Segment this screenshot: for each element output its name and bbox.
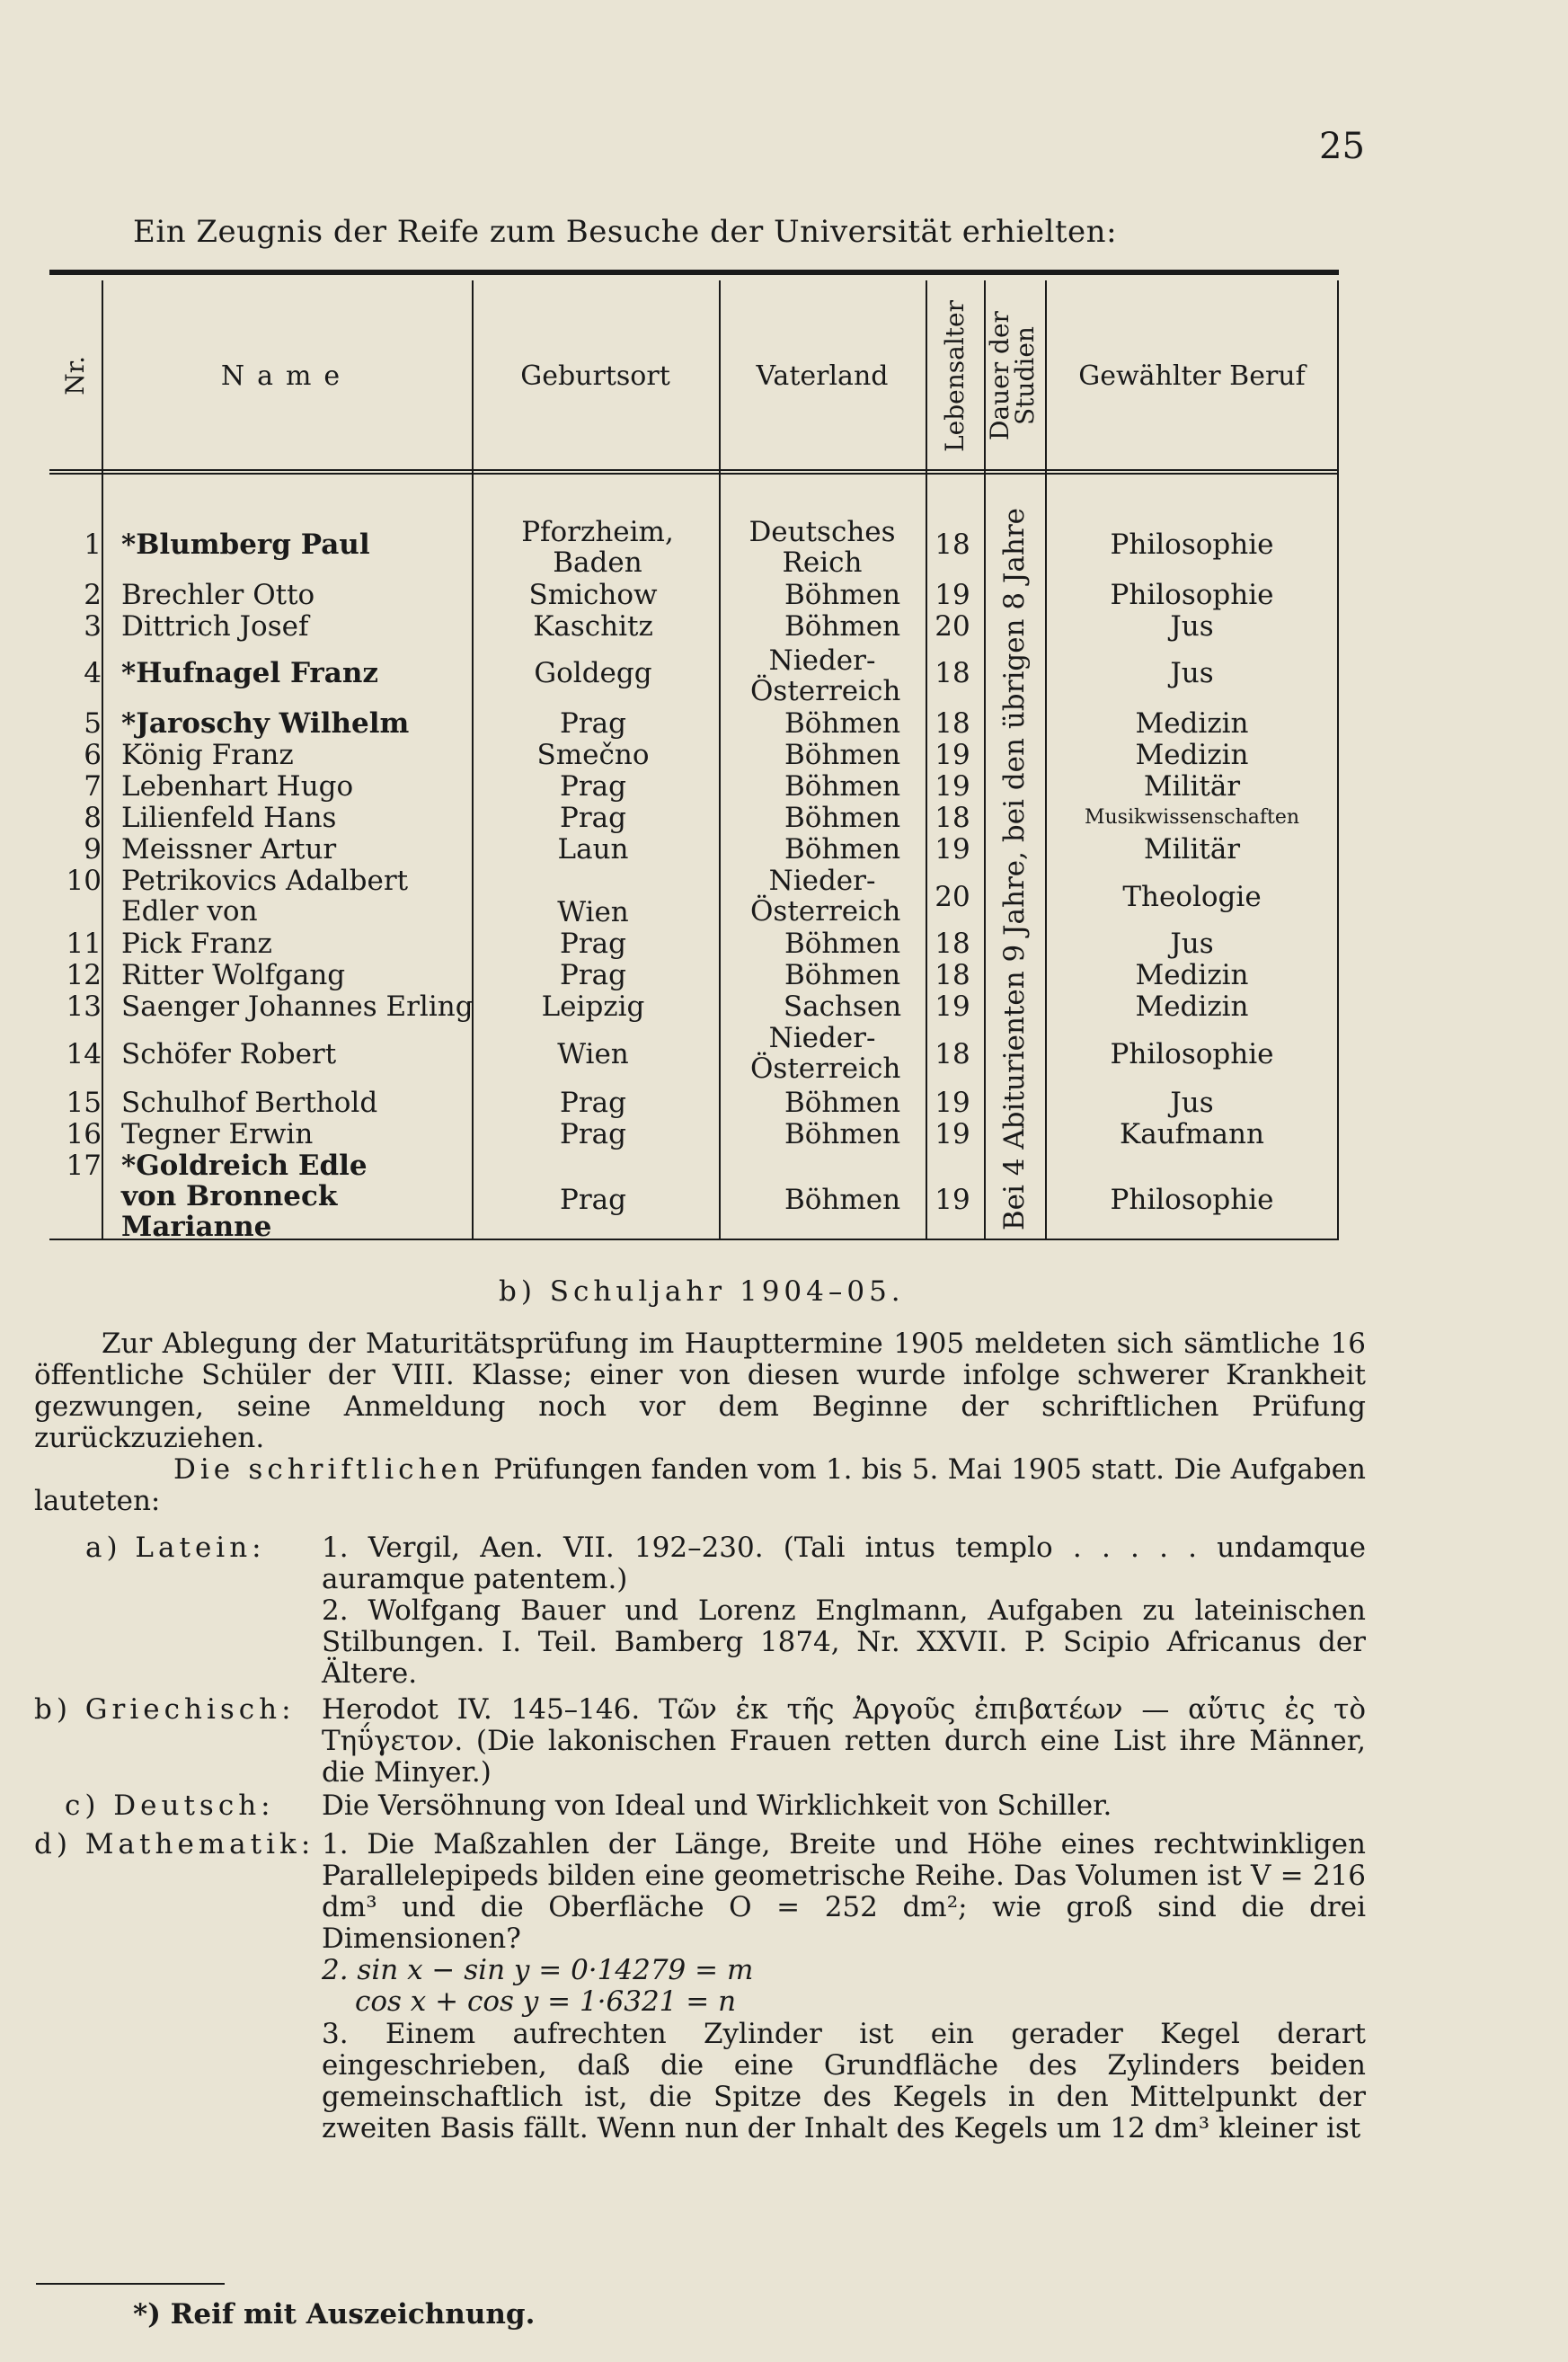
math-task-3: 3. Einem aufrechten Zylinder ist ein gerader Kegel derart eingeschrieben, daß die eine Grundfläche des Zylinders beiden gemeinschaftlich ist, die Spitze des Kegels in den Mittelpunkt der zweiten Basis fällt. Wenn nun der Inhalt des Kegels um 12 dm³ kleiner ist xyxy=(322,2018,1366,2144)
cell-beruf: Medizin xyxy=(1135,739,1249,771)
cell-age: 18 xyxy=(935,528,970,561)
cell-name: Lebenhart Hugo xyxy=(121,770,354,803)
paragraph-registration: Zur Ablegung der Maturitätsprüfung im Haupttermine 1905 meldeten sich sämtliche 16 öffentliche Schüler der VIII. Klasse; einer von diesen wurde infolge schwerer Krankheit gezwungen, seine Anmeldung noch vor dem Beginne der schriftlichen Prüfung zurückzuziehen. xyxy=(34,1328,1366,1454)
cell-geburtsort: Prag xyxy=(559,959,626,991)
graduates-table xyxy=(49,270,1339,1243)
cell-name: Saenger Johannes Erling xyxy=(121,990,474,1023)
cell-age: 19 xyxy=(935,1184,970,1216)
header-lebensalter: Lebensalter xyxy=(939,299,970,452)
cell-geburtsort: Pforzheim, Baden xyxy=(521,516,674,579)
cell-vaterland: Böhmen xyxy=(784,1087,901,1119)
exams-spaced-text: Die schriftlichen xyxy=(173,1453,484,1486)
header-dauer: Dauer der Studien xyxy=(985,311,1040,440)
cell-vaterland: Böhmen xyxy=(784,1118,901,1150)
cell-name: Petrikovics Adalbert Edler von xyxy=(121,865,409,928)
cell-age: 19 xyxy=(935,990,970,1023)
cell-geburtsort: Leipzig xyxy=(541,990,645,1023)
cell-beruf: Philosophie xyxy=(1110,1184,1274,1216)
header-beruf: Gewählter Beruf xyxy=(1078,360,1306,392)
cell-vaterland: Böhmen xyxy=(784,739,901,771)
cell-nr: 12 xyxy=(66,959,102,991)
cell-name: *Hufnagel Franz xyxy=(121,657,378,689)
header-vaterland: Vaterland xyxy=(756,360,889,392)
cell-vaterland: Sachsen xyxy=(783,990,902,1023)
cell-nr: 9 xyxy=(84,833,102,866)
cell-beruf: Medizin xyxy=(1135,959,1249,991)
page-number: 25 xyxy=(1319,126,1365,167)
cell-beruf: Medizin xyxy=(1135,707,1249,740)
cell-name: Brechler Otto xyxy=(121,579,315,611)
cell-age: 20 xyxy=(935,610,970,643)
cell-nr: 17 xyxy=(66,1150,102,1182)
cell-beruf: Militär xyxy=(1143,833,1241,866)
cell-beruf: Philosophie xyxy=(1110,528,1274,561)
section-title: b) Schuljahr 1904–05. xyxy=(499,1275,905,1308)
math-task-2a: 2. sin x − sin y = 0·14279 = m xyxy=(322,1954,754,1986)
table-heading: Ein Zeugnis der Reife zum Besuche der Universität erhielten: xyxy=(133,214,1118,250)
cell-name: Lilienfeld Hans xyxy=(121,802,337,834)
cell-geburtsort: Laun xyxy=(557,833,629,866)
cell-age: 18 xyxy=(935,802,970,834)
footnote: *) Reif mit Auszeichnung. xyxy=(133,2298,536,2331)
header-rule-2 xyxy=(49,473,1339,475)
header-nr: Nr. xyxy=(60,356,90,395)
cell-vaterland: Böhmen xyxy=(784,707,901,740)
cell-name: Dittrich Josef xyxy=(121,610,309,643)
cell-name: König Franz xyxy=(121,739,294,771)
cell-geburtsort: Prag xyxy=(559,1118,626,1150)
cell-geburtsort: Smečno xyxy=(536,739,650,771)
cell-geburtsort: Prag xyxy=(559,802,626,834)
cell-name: Tegner Erwin xyxy=(121,1118,314,1150)
cell-nr: 3 xyxy=(84,610,102,643)
cell-age: 19 xyxy=(935,833,970,866)
math-task-1: 1. Die Maßzahlen der Länge, Breite und Höhe eines rechtwinkligen Parallelepipeds bilden eine geometrische Reihe. Das Volumen ist V = 216 dm³ und die Oberfläche O = 252 dm²; wie groß sind die drei Dimensionen? xyxy=(322,1828,1366,1955)
cell-nr: 15 xyxy=(66,1087,102,1119)
cell-age: 18 xyxy=(935,928,970,960)
cell-geburtsort: Prag xyxy=(559,707,626,740)
cell-name: Schulhof Berthold xyxy=(121,1087,378,1119)
cell-nr: 1 xyxy=(84,528,102,561)
cell-beruf: Jus xyxy=(1170,610,1214,643)
cell-name: *Jaroschy Wilhelm xyxy=(121,707,410,740)
cell-beruf: Medizin xyxy=(1135,990,1249,1023)
cell-nr: 7 xyxy=(84,770,102,803)
cell-nr: 14 xyxy=(66,1038,102,1070)
cell-beruf: Philosophie xyxy=(1110,579,1274,611)
cell-geburtsort: Kaschitz xyxy=(533,610,653,643)
cell-beruf: Jus xyxy=(1170,928,1214,960)
cell-beruf: Jus xyxy=(1170,657,1214,689)
cell-vaterland: Nieder-Österreich xyxy=(750,865,901,928)
math-task-2b: cos x + cos y = 1·6321 = n xyxy=(355,1985,737,2018)
cell-age: 19 xyxy=(935,770,970,803)
cell-vaterland: Böhmen xyxy=(784,928,901,960)
cell-vaterland: Böhmen xyxy=(784,770,901,803)
cell-age: 19 xyxy=(935,1087,970,1119)
cell-age: 18 xyxy=(935,657,970,689)
label-griechisch: b) Griechisch: xyxy=(34,1693,296,1726)
cell-geburtsort: Smichow xyxy=(528,579,658,611)
cell-beruf: Theologie xyxy=(1122,881,1262,913)
cell-nr: 10 xyxy=(66,865,102,897)
cell-nr: 6 xyxy=(84,739,102,771)
cell-geburtsort: Wien xyxy=(557,896,629,928)
cell-name: Pick Franz xyxy=(121,928,272,960)
cell-name: Schöfer Robert xyxy=(121,1038,337,1070)
header-rule xyxy=(49,469,1339,471)
cell-nr: 16 xyxy=(66,1118,102,1150)
cell-nr: 13 xyxy=(66,990,102,1023)
cell-geburtsort: Prag xyxy=(559,770,626,803)
footnote-rule xyxy=(36,2283,225,2285)
cell-beruf: Philosophie xyxy=(1110,1038,1274,1070)
deutsch-task: Die Versöhnung von Ideal und Wirklichkeit von Schiller. xyxy=(322,1789,1112,1822)
cell-beruf: Kaufmann xyxy=(1120,1118,1264,1150)
cell-name: Ritter Wolfgang xyxy=(121,959,346,991)
cell-geburtsort: Prag xyxy=(559,928,626,960)
cell-age: 19 xyxy=(935,579,970,611)
label-deutsch: c) Deutsch: xyxy=(65,1789,275,1822)
cell-name: Meissner Artur xyxy=(121,833,337,866)
cell-name: *Blumberg Paul xyxy=(121,528,370,561)
cell-nr: 5 xyxy=(84,707,102,740)
cell-beruf: Jus xyxy=(1170,1087,1214,1119)
griechisch-task: Herodot IV. 145–146. Τῶν ἐκ τῆς Ἀργοῦς ἐπιβατέων — αὔτις ἐς τὸ Τηΰγετον. (Die lakonischen Frauen retten durch eine List ihre Männer, die Minyer.) xyxy=(322,1693,1366,1789)
cell-geburtsort: Prag xyxy=(559,1087,626,1119)
cell-geburtsort: Goldegg xyxy=(534,657,652,689)
cell-vaterland: Nieder-Österreich xyxy=(750,1022,901,1085)
cell-age: 19 xyxy=(935,1118,970,1150)
label-latein: a) Latein: xyxy=(85,1532,266,1564)
cell-nr: 11 xyxy=(66,928,102,960)
latein-task-2: 2. Wolfgang Bauer und Lorenz Englmann, Aufgaben zu lateinischen Stilbungen. I. Teil. Bamberg 1874, Nr. XXVII. P. Scipio Africanus der Ältere. xyxy=(322,1594,1366,1690)
label-mathematik: d) Mathematik: xyxy=(34,1828,315,1860)
cell-age: 18 xyxy=(935,959,970,991)
cell-beruf: Musikwissenschaften xyxy=(1084,806,1300,829)
cell-vaterland: Deutsches Reich xyxy=(749,516,896,579)
cell-nr: 8 xyxy=(84,802,102,834)
header-geburtsort: Geburtsort xyxy=(520,360,670,392)
cell-vaterland: Böhmen xyxy=(784,802,901,834)
cell-nr: 4 xyxy=(84,657,102,689)
cell-vaterland: Böhmen xyxy=(784,610,901,643)
cell-age: 19 xyxy=(935,739,970,771)
cell-beruf: Militär xyxy=(1143,770,1241,803)
cell-age: 18 xyxy=(935,707,970,740)
exams-text: Prüfungen fanden vom 1. bis 5. Mai 1905 statt. Die Aufgaben lauteten: xyxy=(34,1453,1366,1517)
cell-vaterland: Böhmen xyxy=(784,833,901,866)
cell-age: 20 xyxy=(935,881,970,913)
cell-geburtsort: Prag xyxy=(559,1184,626,1216)
cell-vaterland: Böhmen xyxy=(784,579,901,611)
cell-vaterland: Nieder-Österreich xyxy=(750,644,901,707)
cell-name: *Goldreich Edle von Bronneck Marianne xyxy=(121,1150,368,1243)
header-name: Name xyxy=(220,360,353,392)
cell-vaterland: Böhmen xyxy=(784,1184,901,1216)
cell-age: 18 xyxy=(935,1038,970,1070)
cell-nr: 2 xyxy=(84,579,102,611)
paragraph-exams xyxy=(34,1454,1366,1517)
cell-vaterland: Böhmen xyxy=(784,959,901,991)
table-top-rule xyxy=(49,270,1339,275)
dauer-note: Bei 4 Abiturienten 9 Jahre, bei den übrigen 8 Jahre xyxy=(998,508,1031,1231)
latein-task-1: 1. Vergil, Aen. VII. 192–230. (Tali intus templo . . . . . undamque auramque patentem.) xyxy=(322,1532,1366,1595)
cell-geburtsort: Wien xyxy=(557,1038,629,1070)
